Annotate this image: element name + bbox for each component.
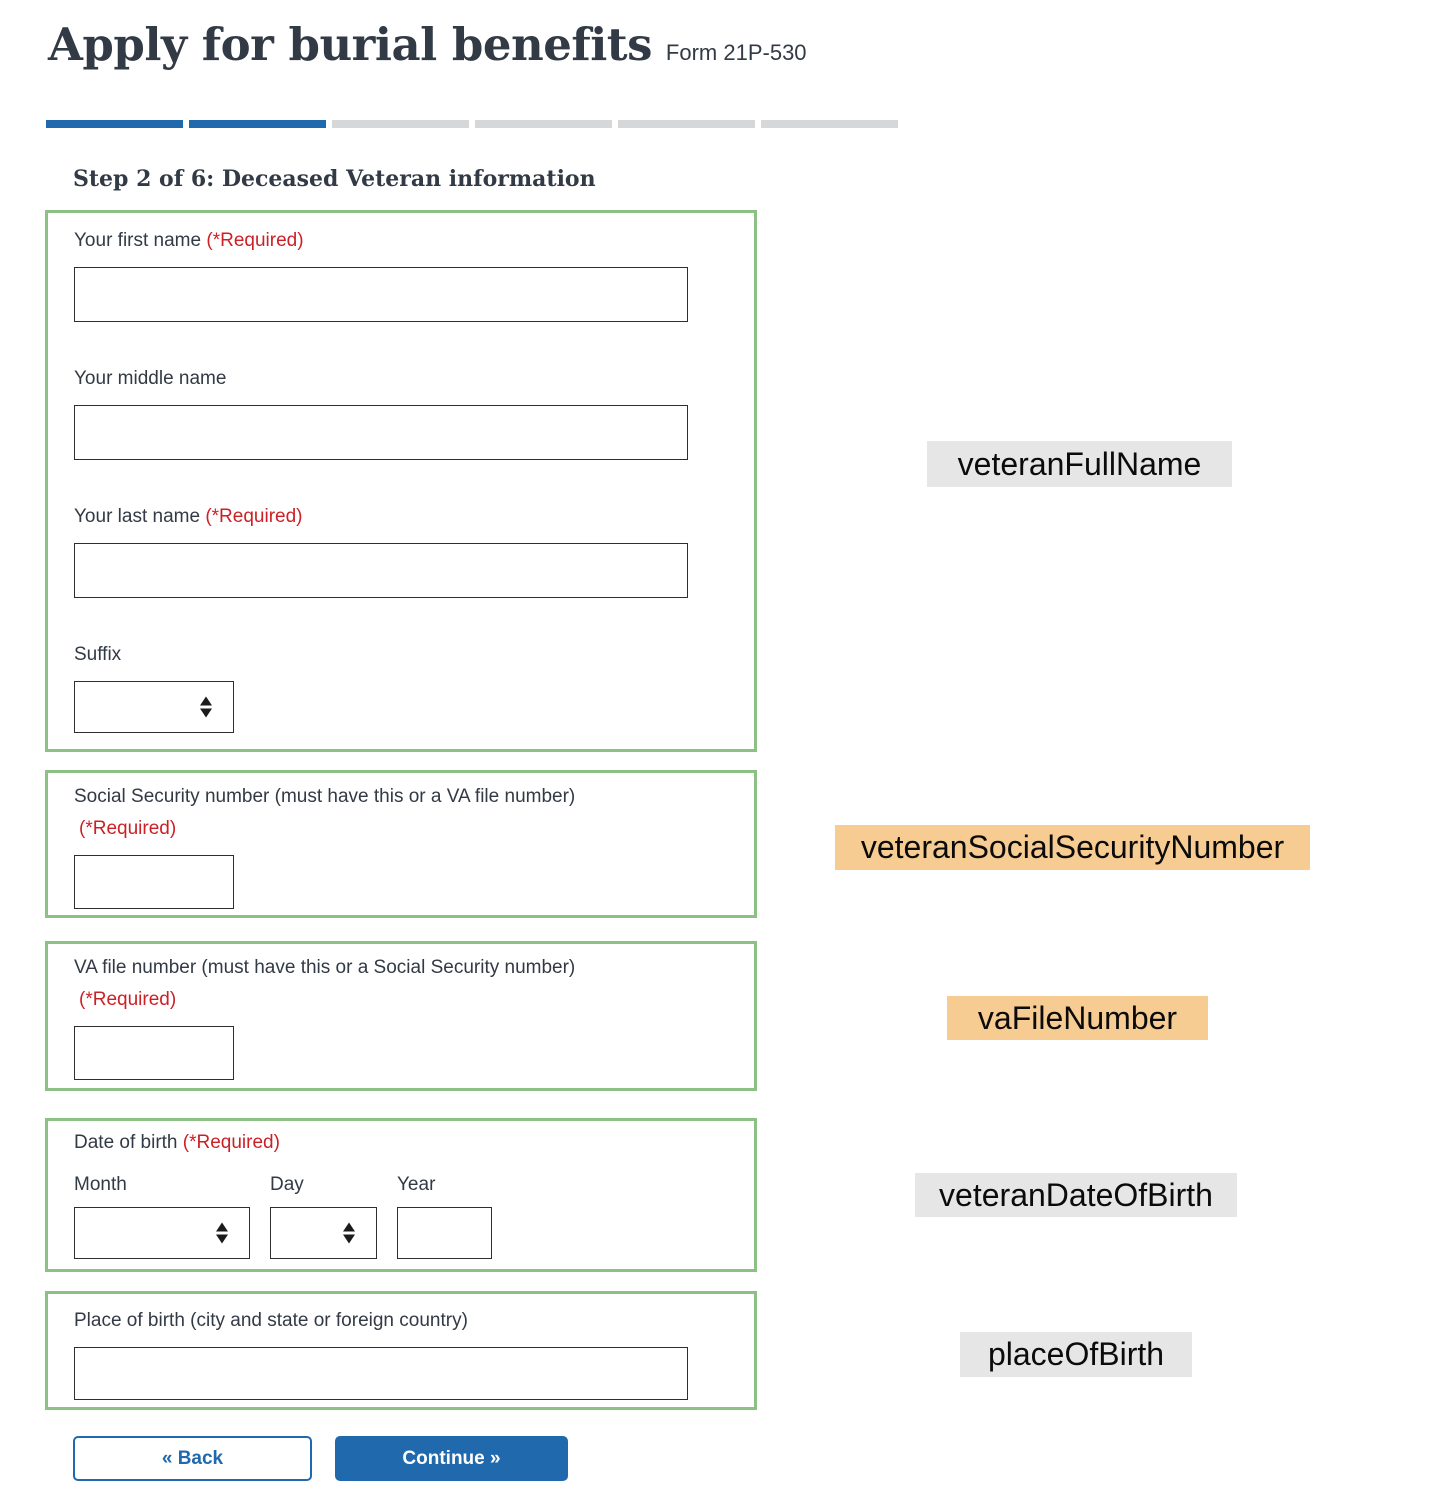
va-file-number-group — [45, 941, 757, 1091]
last-name-label — [74, 505, 728, 529]
middle-name-input[interactable] — [74, 405, 688, 460]
progress-segment — [189, 120, 326, 128]
dob-label — [74, 1131, 728, 1155]
first-name-label-text: Your first name — [74, 230, 202, 251]
last-name-input[interactable] — [74, 543, 688, 598]
annotation-place-of-birth: placeOfBirth — [960, 1332, 1192, 1377]
ssn-label: Social Security number (must have this or a VA file number) — [74, 786, 576, 807]
dob-fields-row — [74, 1163, 728, 1259]
back-button[interactable]: « Back — [73, 1436, 312, 1481]
progress-segment — [761, 120, 898, 128]
page-title — [48, 18, 807, 71]
place-of-birth-group — [45, 1291, 757, 1410]
annotation-veteran-date-of-birth: veteranDateOfBirth — [915, 1173, 1237, 1217]
ssn-required-marker: (*Required) — [79, 818, 177, 839]
dob-year-label: Year — [397, 1174, 436, 1195]
first-name-input[interactable] — [74, 267, 688, 322]
progress-segment — [475, 120, 612, 128]
progress-segment — [46, 120, 183, 128]
first-name-required-marker: (*Required) — [206, 230, 304, 251]
middle-name-label: Your middle name — [74, 368, 227, 389]
ssn-group — [45, 770, 757, 918]
dob-month-label: Month — [74, 1174, 127, 1195]
va-file-number-input[interactable] — [74, 1026, 234, 1080]
ssn-input[interactable] — [74, 855, 234, 909]
dob-label-text: Date of birth — [74, 1132, 178, 1153]
continue-button[interactable]: Continue » — [335, 1436, 568, 1481]
va-file-number-required-marker: (*Required) — [79, 989, 177, 1010]
annotation-veteran-social-security-number: veteranSocialSecurityNumber — [835, 825, 1310, 870]
form-number: Form 21P-530 — [665, 40, 807, 65]
date-of-birth-group — [45, 1118, 757, 1272]
dob-day-select[interactable] — [270, 1207, 377, 1259]
dob-year-column — [397, 1163, 492, 1259]
dob-day-label: Day — [270, 1174, 304, 1195]
last-name-required-marker: (*Required) — [205, 506, 303, 527]
place-of-birth-label: Place of birth (city and state or foreign country) — [74, 1310, 468, 1331]
last-name-label-text: Your last name — [74, 506, 201, 527]
suffix-select[interactable] — [74, 681, 234, 733]
progress-bar — [46, 120, 898, 128]
annotation-va-file-number: vaFileNumber — [947, 996, 1208, 1040]
dob-month-select[interactable] — [74, 1207, 250, 1259]
progress-segment — [618, 120, 755, 128]
dob-month-column — [74, 1163, 250, 1259]
page-title-text: Apply for burial benefits — [48, 18, 652, 71]
va-file-number-label: VA file number (must have this or a Social Security number) — [74, 957, 576, 978]
place-of-birth-input[interactable] — [74, 1347, 688, 1400]
progress-segment — [332, 120, 469, 128]
first-name-label — [74, 229, 728, 253]
dob-year-input[interactable] — [397, 1207, 492, 1259]
annotation-veteran-full-name: veteranFullName — [927, 441, 1232, 487]
step-heading: Step 2 of 6: Deceased Veteran information — [73, 166, 596, 192]
dob-day-column — [270, 1163, 377, 1259]
dob-required-marker: (*Required) — [182, 1132, 280, 1153]
suffix-label: Suffix — [74, 644, 122, 665]
veteran-name-group — [45, 210, 757, 752]
